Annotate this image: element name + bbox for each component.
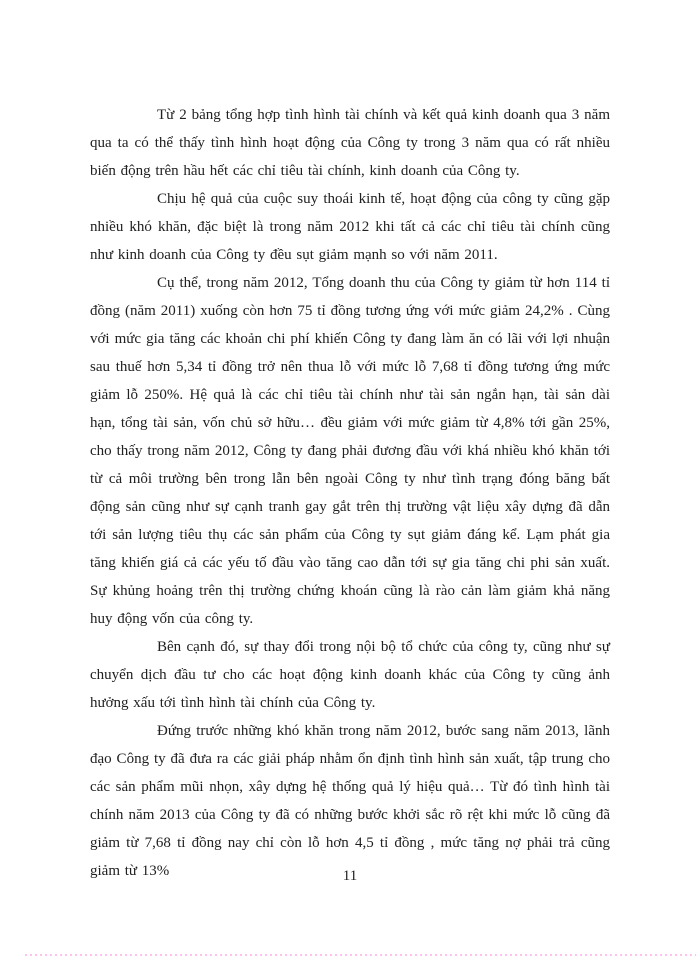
- page-body-text: [90, 101, 610, 885]
- footer-dotted-divider: [25, 954, 696, 956]
- paragraph-1: Từ 2 bảng tổng hợp tình hình tài chính và kết quả kinh doanh qua 3 năm qua ta có thể thấy tình hình hoạt động của Công ty trong 3 năm qua có rất nhiều biến động trên hầu hết các chỉ tiêu tài chính, kinh doanh của Công ty.: [90, 107, 610, 179]
- page-number: 11: [342, 868, 358, 884]
- paragraph-2: Chịu hệ quả của cuộc suy thoái kinh tế, hoạt động của công ty cũng gặp nhiều khó khăn, đặc biệt là trong năm 2012 khi tất cả các chỉ tiêu tài chính cũng như kinh doanh của Công ty đều sụt giảm mạnh so với năm 2011.: [90, 191, 610, 263]
- paragraph-5: Đứng trước những khó khăn trong năm 2012, bước sang năm 2013, lãnh đạo Công ty đã đưa ra các giải pháp nhằm ổn định tình hình sản xuất, tập trung cho các sản phẩm mũi nhọn, xây dựng hệ thống quả lý hiệu quả… Từ đó tình hình tài chính năm 2013 của Công ty đã có những bước khởi sắc rõ rệt khi mức lỗ cũng đã giảm từ 7,68 tỉ đồng nay chỉ còn lỗ hơn 4,5 tỉ đồng , mức tăng nợ phải trả cũng giảm từ 13%: [90, 723, 610, 879]
- paragraph-4: Bên cạnh đó, sự thay đổi trong nội bộ tổ chức của công ty, cũng như sự chuyển dịch đầu tư cho các hoạt động kinh doanh khác của Công ty cũng ảnh hưởng xấu tới tình hình tài chính của Công ty.: [90, 639, 610, 711]
- paragraph-3: Cụ thể, trong năm 2012, Tổng doanh thu của Công ty giảm từ hơn 114 tỉ đồng (năm 2011) xuống còn hơn 75 tỉ đồng tương ứng với mức giảm 24,2% . Cùng với mức gia tăng các khoản chi phí khiến Công ty đang làm ăn có lãi với lợi nhuận sau thuế hơn 5,34 tỉ đồng trở nên thua lỗ với mức lỗ 7,68 tỉ đồng tương ứng mức giảm lỗ 250%. Hệ quả là các chỉ tiêu tài chính như tài sản ngắn hạn, tài sản dài hạn, tổng tài sản, vốn chủ sở hữu… đều giảm với mức giảm từ 4,8% tới gần 25%, cho thấy trong năm 2012, Công ty đang phải đương đầu với khá nhiều khó khăn tới từ cả môi trường bên trong lẫn bên ngoài Công ty như tình trạng đóng băng bất động sản cũng như sự cạnh tranh gay gắt trên thị trường vật liệu xây dựng đã dẫn tới sản lượng tiêu thụ các sản phẩm của Công ty sụt giảm đáng kể. Lạm phát gia tăng khiến giá cả các yếu tố đầu vào tăng cao dẫn tới sự gia tăng chi phi sản xuất. Sự khủng hoảng trên thị trường chứng khoán cũng là rào cản làm giảm khả năng huy động vốn của công ty.: [90, 275, 610, 627]
